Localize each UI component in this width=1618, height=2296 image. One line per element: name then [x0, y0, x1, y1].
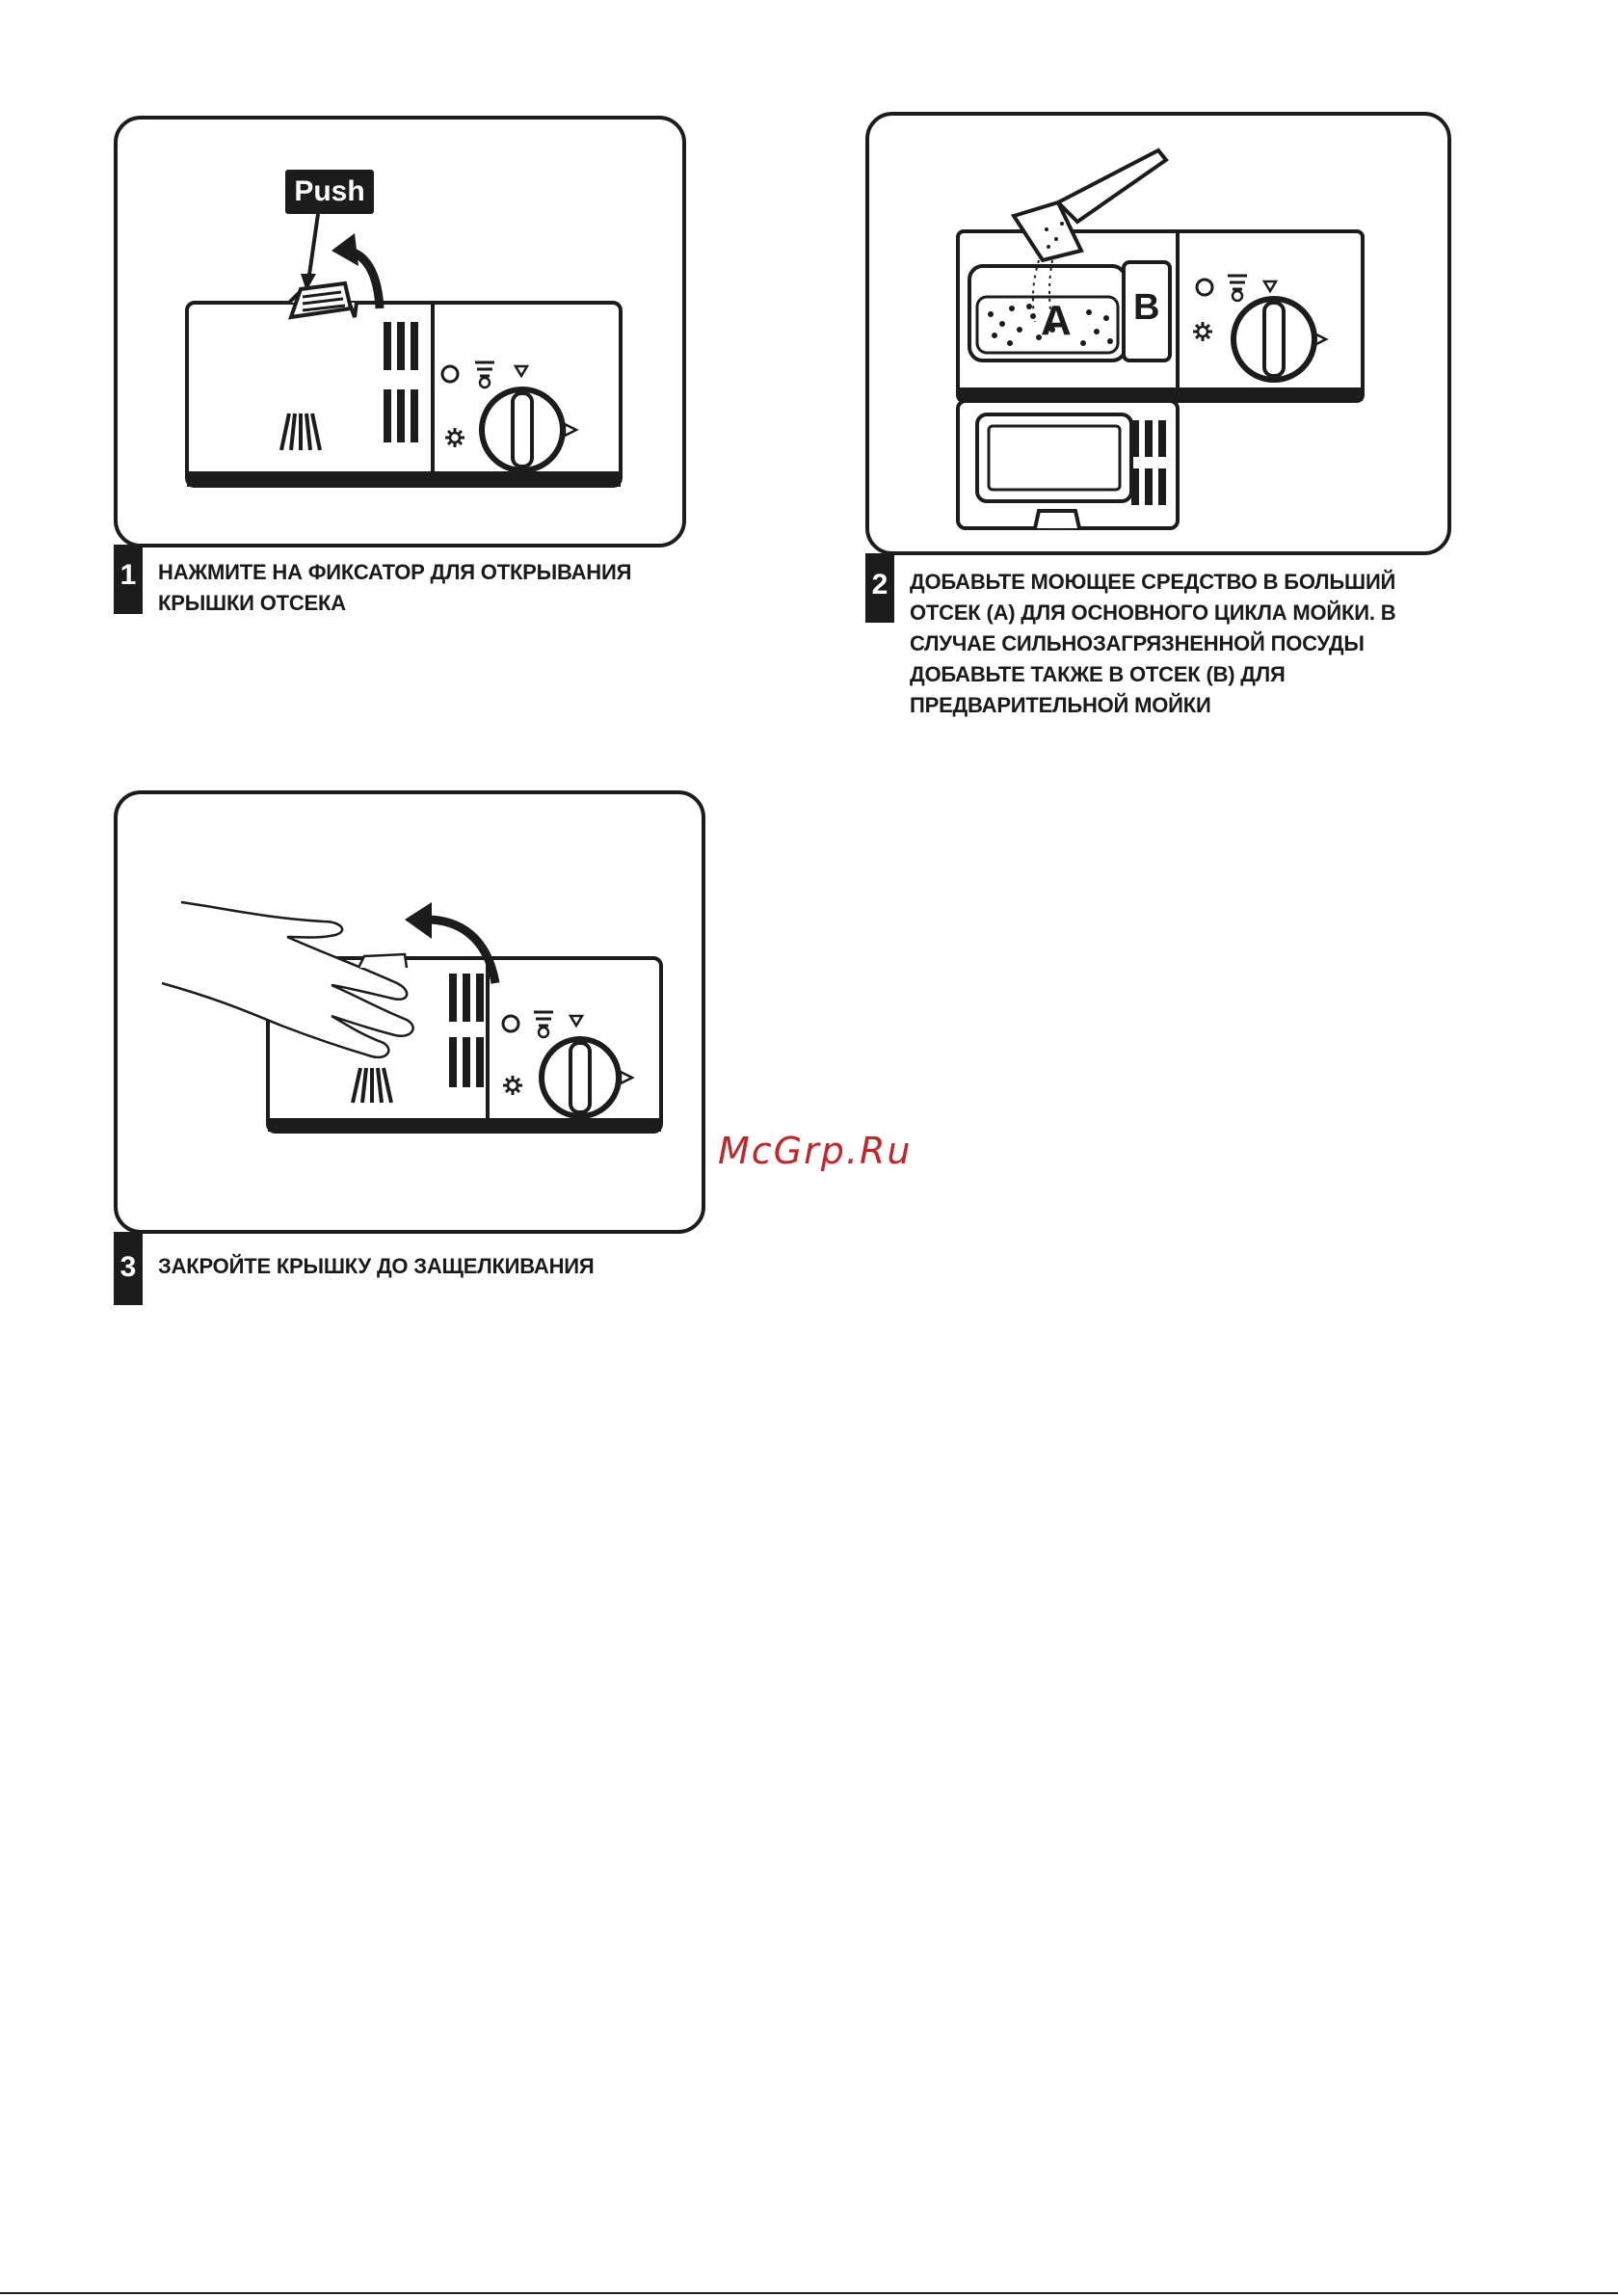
step-2-illustration [865, 112, 1451, 555]
step-1-number: 1 [119, 559, 137, 591]
step-3-number: 3 [119, 1251, 137, 1283]
push-label-box: Push [285, 170, 374, 214]
watermark: McGrp.Ru [718, 1130, 913, 1172]
footer-rule [0, 2292, 1618, 2294]
step-1-illustration [114, 116, 686, 547]
step-1-caption: НАЖМИТЕ НА ФИКСАТОР ДЛЯ ОТКРЫВАНИЯ КРЫШКИ ОТСЕКА [158, 560, 632, 615]
dispenser-closed-drawing [118, 120, 690, 551]
step-2-number: 2 [871, 569, 889, 601]
compartment-a-label: A [1041, 297, 1072, 344]
dispenser-closing-drawing [118, 794, 709, 1238]
step-2-caption: ДОБАВЬТЕ МОЮЩЕЕ СРЕДСТВО В БОЛЬШИЙ ОТСЕК (A) ДЛЯ ОСНОВНОГО ЦИКЛА МОЙКИ. В СЛУЧАЕ СИЛЬНОЗАГРЯЗНЕННОЙ ПОСУДЫ ДОБАВЬТЕ ТАКЖЕ В ОТСЕК (B) ДЛЯ ПРЕДВАРИТЕЛЬНОЙ МОЙКИ [910, 570, 1396, 717]
step-3-illustration [114, 790, 705, 1234]
dispenser-open-drawing [869, 116, 1455, 559]
step-3-caption: ЗАКРОЙТЕ КРЫШКУ ДО ЗАЩЕЛКИВАНИЯ [158, 1254, 595, 1278]
compartment-b-label: B [1133, 287, 1160, 328]
